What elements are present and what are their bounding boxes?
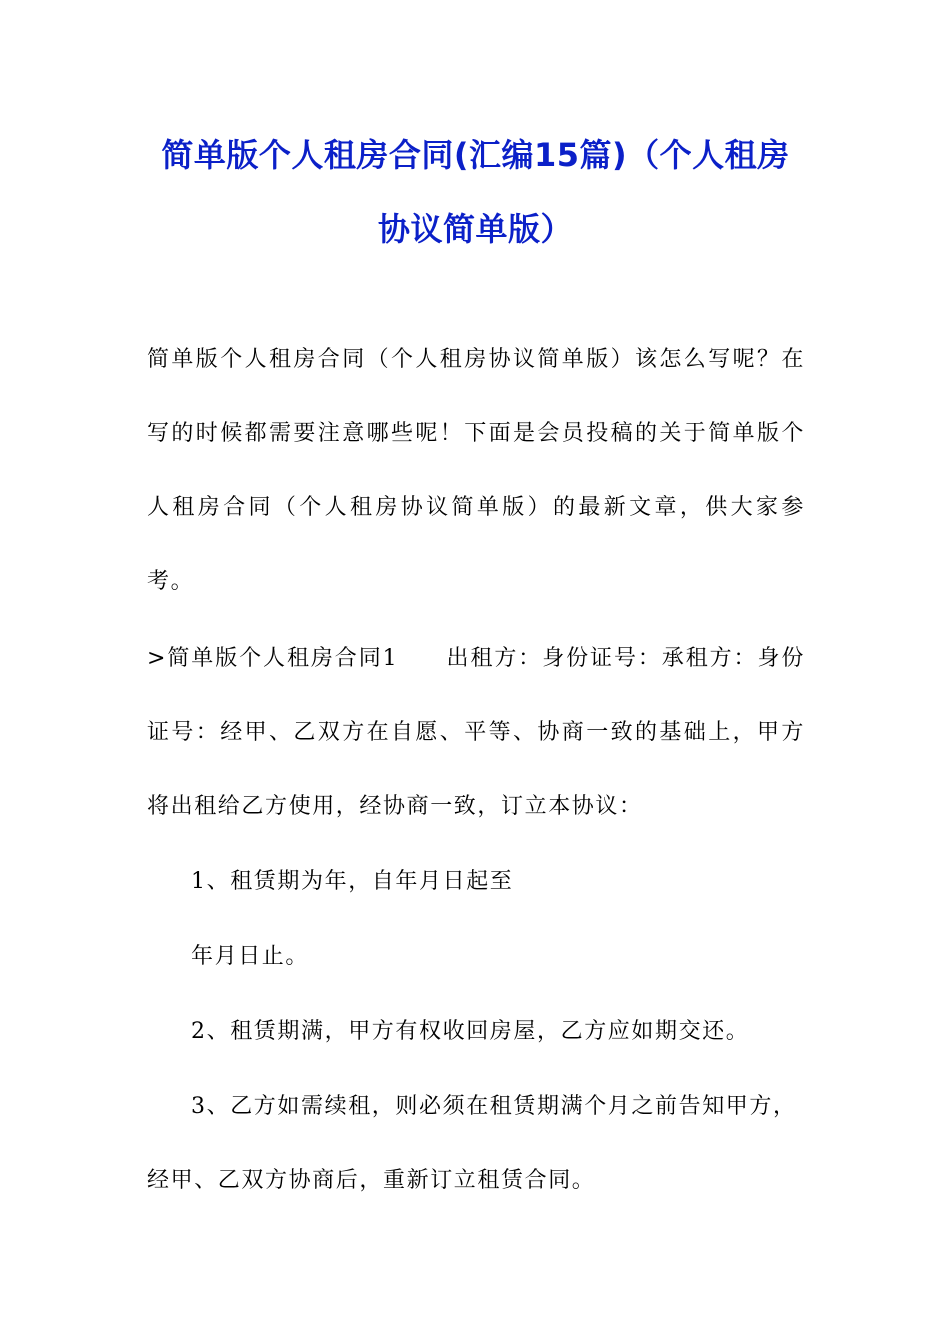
contract-opening-paragraph (147, 622, 805, 844)
clause-1-continuation: 年月日止。 (191, 944, 310, 969)
document-title: 简单版个人租房合同(汇编15篇)（个人租房协议简单版） (161, 136, 790, 248)
intro-paragraph: 简单版个人租房合同（个人租房协议简单版）该怎么写呢？在写的时候都需要注意哪些呢！下面是会员投稿的关于简单版个人租房合同（个人租房协议简单版）的最新文章，供大家参考。 (147, 347, 805, 594)
contract-heading: >简单版个人租房合同1 (147, 646, 399, 671)
clause-1: 1、租赁期为年，自年月日起至 (191, 869, 514, 894)
contract-opening-text: 出租方：身份证号：承租方：身份证号：经甲、乙双方在自愿、平等、协商一致的基础上，甲方将出租给乙方使用，经协商一致，订立本协议： (147, 646, 805, 819)
clause-2: 2、租赁期满，甲方有权收回房屋，乙方应如期交还。 (191, 1019, 750, 1044)
clause-3: 3、乙方如需续租，则必须在租赁期满个月之前告知甲方，经甲、乙双方协商后，重新订立租赁合同。 (147, 1094, 797, 1193)
